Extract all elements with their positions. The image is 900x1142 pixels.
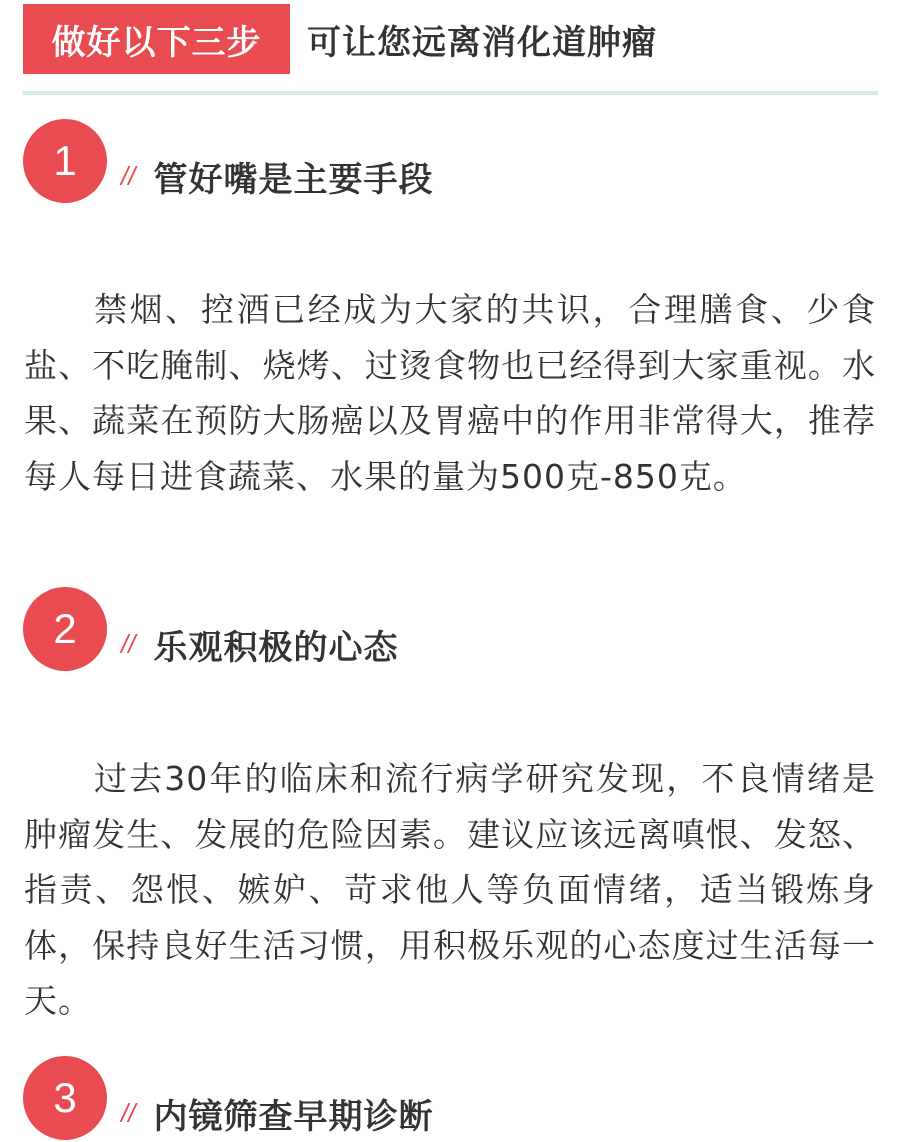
header-divider: [23, 91, 878, 95]
section-heading-1: [23, 118, 433, 204]
header-tag: 做好以下三步: [23, 4, 290, 74]
section-title: 管好嘴是主要手段: [153, 159, 434, 200]
section-heading-2: [23, 586, 398, 672]
step-number-badge: 2: [23, 587, 107, 671]
section-paragraph-2: 过去30年的临床和流行病学研究发现，不良情绪是肿瘤发生、发展的危险因素。建议应该远离嗔恨、发怒、指责、怨恨、嫉妒、苛求他人等负面情绪，适当锻炼身体，保持良好生活习惯，用积极乐观的心态度过生活每一天。: [24, 759, 876, 1020]
section-paragraph-1: 禁烟、控酒已经成为大家的共识，合理膳食、少食盐、不吃腌制、烧烤、过烫食物也已经得到大家重视。水果、蔬菜在预防大肠癌以及胃癌中的作用非常得大，推荐每人每日进食蔬菜、水果的量为500克-850克。: [24, 290, 876, 496]
slash-decoration: //: [121, 628, 136, 659]
slash-decoration: //: [121, 160, 136, 191]
section-heading-3: [23, 1055, 433, 1141]
header-title: 可让您远离消化道肿瘤: [307, 22, 657, 63]
article-header: [23, 4, 657, 74]
section-title: 乐观积极的心态: [153, 627, 399, 668]
section-title: 内镜筛查早期诊断: [153, 1096, 434, 1137]
step-number-badge: 1: [23, 119, 107, 203]
step-number-badge: 3: [23, 1056, 107, 1140]
slash-decoration: //: [121, 1097, 136, 1128]
